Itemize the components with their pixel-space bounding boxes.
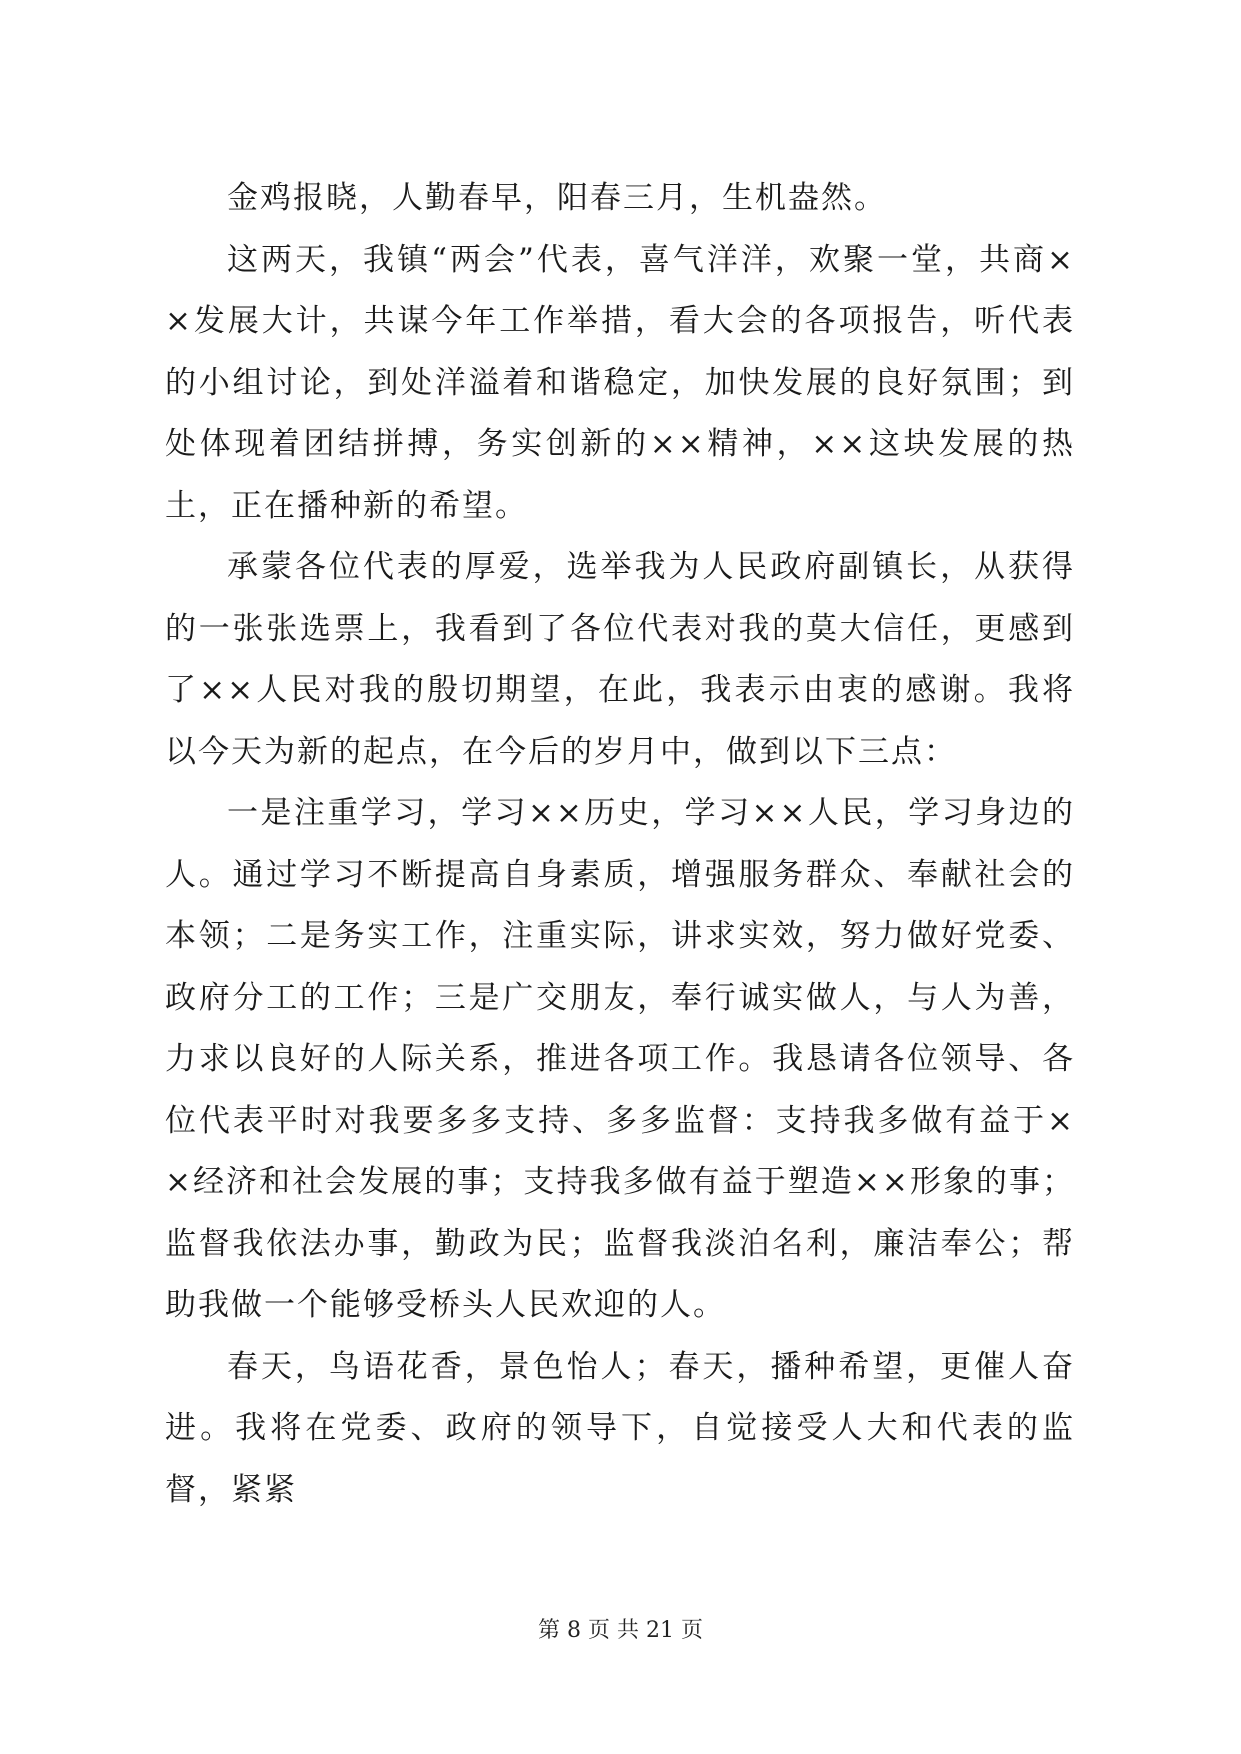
paragraph-4: 一是注重学习，学习××历史，学习××人民，学习身边的人。通过学习不断提高自身素质，增强服务群众、奉献社会的本领；二是务实工作，注重实际，讲求实效，努力做好党委、政府分工的工作；三是广交朋友，奉行诚实做人，与人为善，力求以良好的人际关系，推进各项工作。我恳请各位领导、各位代表平时对我要多多支持、多多监督：支持我多做有益于××经济和社会发展的事；支持我多做有益于塑造××形象的事；监督我依法办事，勤政为民；监督我淡泊名利，廉洁奉公；帮助我做一个能够受桥头人民欢迎的人。	[165, 795, 1075, 1323]
paragraph-5: 春天，鸟语花香，景色怡人；春天，播种希望，更催人奋进。我将在党委、政府的领导下，自觉接受人大和代表的监督，紧紧	[165, 1348, 1075, 1508]
document-body	[165, 168, 1075, 1521]
page-footer	[0, 1616, 1241, 1646]
paragraph-3: 承蒙各位代表的厚爱，选举我为人民政府副镇长，从获得的一张张选票上，我看到了各位代表对我的莫大信任，更感到了××人民对我的殷切期望，在此，我表示由衷的感谢。我将以今天为新的起点，在今后的岁月中，做到以下三点：	[165, 549, 1075, 770]
page-number-label: 第 8 页 共 21 页	[538, 1618, 703, 1643]
paragraph-1: 金鸡报晓，人勤春早，阳春三月，生机盎然。	[227, 180, 887, 216]
paragraph-2: 这两天，我镇“两会”代表，喜气洋洋，欢聚一堂，共商××发展大计，共谋今年工作举措，看大会的各项报告，听代表的小组讨论，到处洋溢着和谐稳定，加快发展的良好氛围；到处体现着团结拼搏，务实创新的××精神，××这块发展的热土，正在播种新的希望。	[165, 241, 1075, 524]
